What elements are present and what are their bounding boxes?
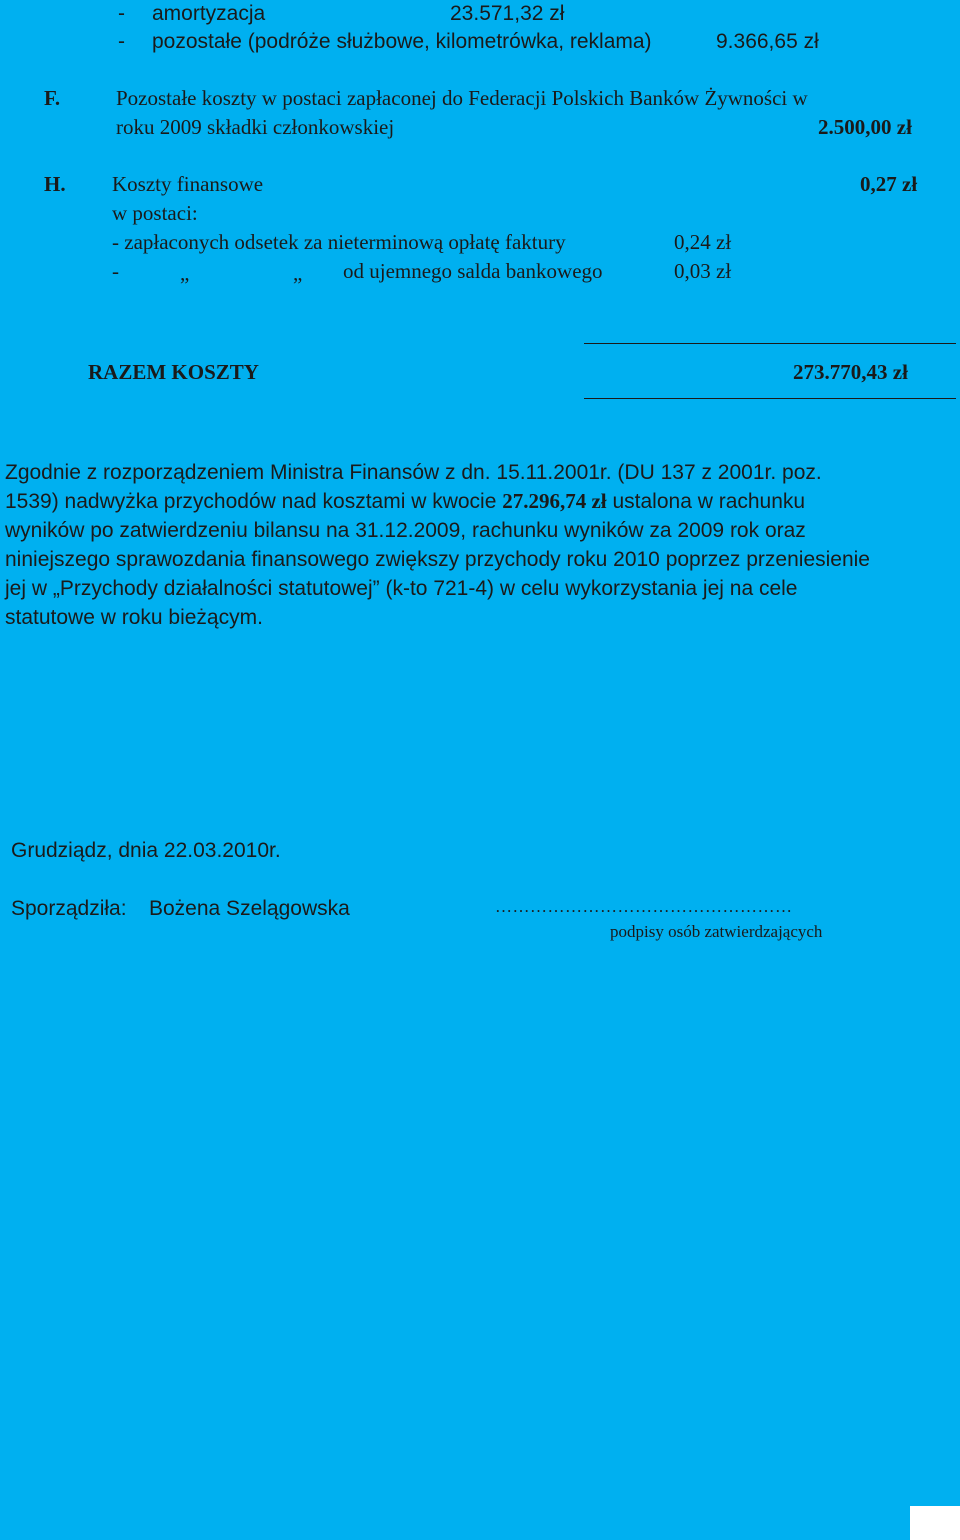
summary-paragraph [5,458,950,632]
paragraph-line [5,487,950,516]
section-f-line1: Pozostałe koszty w postaci zapłaconej do Federacji Polskich Banków Żywności w [116,86,808,110]
total-bottom-rule [584,398,956,399]
place-date: Grudziądz, dnia 22.03.2010r. [11,839,281,862]
section-h-item2-amount: 0,03 zł [674,259,732,283]
ditto-mark: „ [180,261,190,285]
top-item-amount: 23.571,32 zł [450,2,565,25]
section-f-letter: F. [44,86,61,110]
top-item-dash: - [118,2,125,25]
signature-caption: podpisy osób zatwierdzających [610,922,823,941]
section-f-amount: 2.500,00 zł [818,115,912,139]
paragraph-line: Zgodnie z rozporządzeniem Ministra Finansów z dn. 15.11.2001r. (DU 137 z 2001r. poz. [5,461,822,484]
section-h-letter: H. [44,172,66,196]
total-amount: 273.770,43 zł [793,360,908,384]
paragraph-line: wyników po zatwierdzeniu bilansu na 31.12.2009, rachunku wyników za 2009 rok oraz [5,519,806,542]
total-label: RAZEM KOSZTY [88,360,259,384]
section-h-amount: 0,27 zł [860,172,918,196]
section-h-item2-label: od ujemnego salda bankowego [343,259,603,283]
paragraph-line: niniejszego sprawozdania finansowego zwiększy przychody roku 2010 poprzez przeniesienie [5,548,870,571]
section-f-line2: roku 2009 składki członkowskiej [116,115,395,139]
paragraph-line: jej w „Przychody działalności statutowej” (k-to 721-4) w celu wykorzystania jej na cele [5,577,798,600]
section-h-subtitle: w postaci: [112,201,198,225]
paragraph-line: statutowe w roku bieżącym. [5,606,263,629]
top-item-label: amortyzacja [152,2,266,25]
top-item-amount: 9.366,65 zł [716,30,819,53]
total-top-rule [584,343,956,344]
section-h-item1-label: - zapłaconych odsetek za nieterminową opłatę faktury [112,230,566,254]
prepared-by-label: Sporządziła: [11,897,127,920]
surplus-amount: 27.296,74 zł [502,489,607,513]
paragraph-text: 1539) nadwyżka przychodów nad kosztami w kwocie [5,490,503,513]
top-item-label: pozostałe (podróże służbowe, kilometrówka, reklama) [152,30,652,53]
ditto-mark: „ [293,261,303,285]
section-h-item1-amount: 0,24 zł [674,230,732,254]
section-h-item2-dash: - [112,259,119,283]
signature-line: …………………………………………… [495,897,793,916]
prepared-by-name: Bożena Szelągowska [149,897,350,920]
section-h-title: Koszty finansowe [112,172,264,196]
paragraph-text: ustalona w rachunku [606,490,806,513]
corner-box [910,1506,960,1540]
top-item-dash: - [118,30,125,53]
